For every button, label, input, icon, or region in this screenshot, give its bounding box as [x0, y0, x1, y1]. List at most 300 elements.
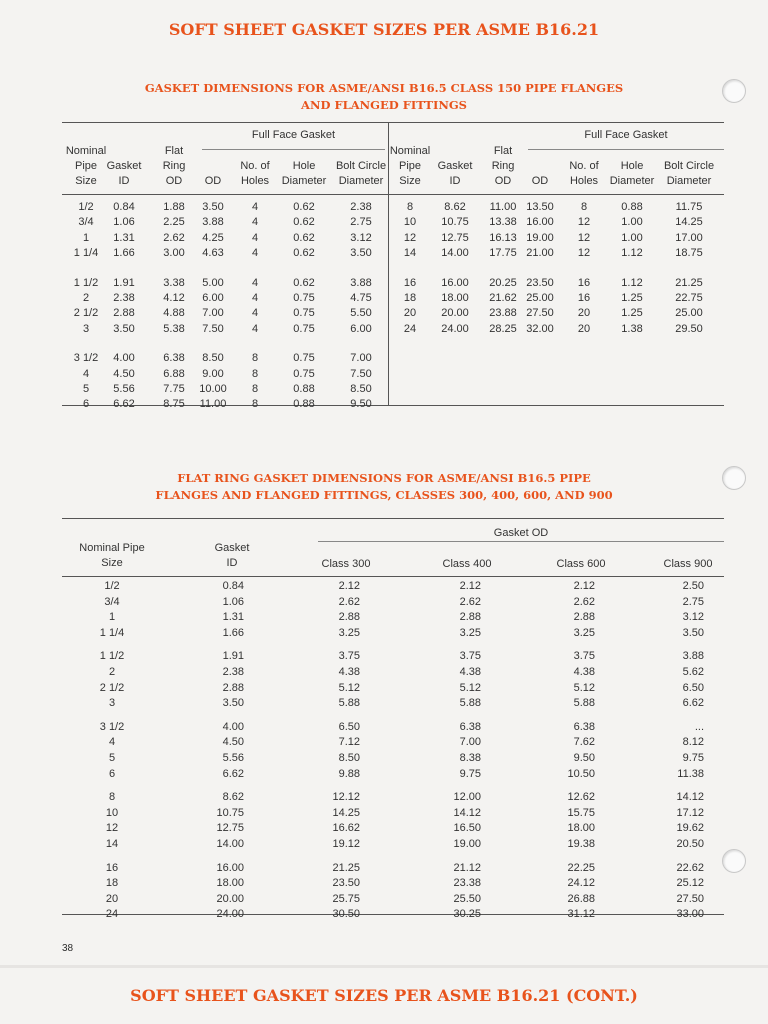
table-cell: 10.00 [199, 383, 227, 395]
table-cell: 4 [251, 216, 259, 229]
table-cell: 23.50 [332, 877, 360, 890]
table-cell: 21.62 [489, 292, 517, 304]
table-cell: 20 [403, 307, 417, 320]
hole-diameter-header: Hole Diameter [609, 160, 655, 187]
table-cell: 5.88 [338, 697, 360, 710]
table-cell: 3.50 [350, 247, 372, 260]
table-cell: 3.50 [202, 201, 224, 213]
table-cell: 1.25 [621, 307, 643, 320]
table-cell: 7.50 [202, 322, 224, 335]
table-cell: 25.75 [332, 892, 360, 905]
table-cell: 4 [251, 276, 259, 289]
table-cell: 21.12 [453, 861, 481, 874]
table-cell: 2.12 [459, 580, 481, 592]
table-cell: 14.12 [676, 791, 704, 804]
table-cell: 0.62 [293, 247, 315, 260]
table-cell: 4.25 [202, 231, 224, 244]
table-cell: 4.12 [163, 292, 185, 304]
table-cell: 8 [406, 201, 414, 213]
table-cell: 8.38 [459, 752, 481, 764]
table-cell: 1.12 [621, 276, 643, 289]
table-cell: 25.50 [453, 892, 481, 905]
table-cell: 2.88 [222, 681, 244, 694]
table-cell: 11.00 [489, 201, 517, 213]
table-cell: 0.84 [113, 201, 135, 213]
table-cell: 8.50 [338, 752, 360, 764]
table-cell: 6.38 [573, 720, 595, 733]
table-cell: 2.88 [459, 611, 481, 624]
binder-hole [722, 849, 746, 873]
table-cell: 0.88 [621, 201, 643, 213]
table-cell: 2.50 [682, 580, 704, 592]
table-cell: 2.75 [350, 216, 372, 229]
table-cell: 6.50 [682, 681, 704, 694]
table-rule-header [62, 194, 724, 195]
table-cell: 4.63 [202, 247, 224, 260]
table-cell: 2.12 [573, 580, 595, 592]
table-cell: 12 [577, 216, 591, 229]
table-cell: 1/2 [104, 580, 120, 592]
table-cell: 3.75 [459, 650, 481, 663]
table-cell: 16.50 [453, 822, 481, 835]
table-cell: 1.91 [113, 276, 135, 289]
class-900-header: Class 900 [663, 558, 713, 570]
table-cell: 2.12 [338, 580, 360, 592]
table-cell: 7.00 [459, 736, 481, 749]
od-header: OD [204, 175, 222, 187]
table-cell: 3.50 [222, 697, 244, 710]
od-header: OD [531, 175, 549, 187]
no-of-holes-header: No. of Holes [569, 160, 599, 187]
table-cell: 4 [251, 247, 259, 260]
table-cell: 2.62 [163, 231, 185, 244]
table-cell: 1 [108, 611, 116, 624]
table-cell: 3 1/2 [99, 720, 125, 733]
table-cell: 6.38 [459, 720, 481, 733]
table1-title-line1: GASKET DIMENSIONS FOR ASME/ANSI B16.5 CLASS 150 PIPE FLANGES [144, 81, 624, 95]
table-cell: 1 1/4 [73, 247, 99, 260]
table-cell: 0.62 [293, 201, 315, 213]
table-cell: 26.88 [567, 892, 595, 905]
gasket-od-header: Gasket OD [493, 527, 549, 539]
table-cell: 1 1/2 [99, 650, 125, 663]
table-cell: 20.00 [216, 892, 244, 905]
table-cell: 6 [108, 767, 116, 780]
table-cell: 5 [108, 752, 116, 764]
table-cell: 0.88 [293, 383, 315, 395]
table-cell: 8.62 [444, 201, 466, 213]
table-cell: 8.50 [350, 383, 372, 395]
table-cell: 16.00 [526, 216, 554, 229]
table-cell: 19.62 [676, 822, 704, 835]
table-cell: 23.88 [489, 307, 517, 320]
table-cell: 3.00 [163, 247, 185, 260]
table-cell: 6.62 [222, 767, 244, 780]
table-cell: 1.38 [621, 322, 643, 335]
table-cell: 14 [105, 838, 119, 850]
table-cell: 17.75 [489, 247, 517, 260]
table-cell: 12.62 [567, 791, 595, 804]
table-cell: 13.50 [526, 201, 554, 213]
table-cell: 4 [251, 201, 259, 213]
table-cell: 3.25 [459, 626, 481, 639]
class-300-header: Class 300 [321, 558, 371, 570]
bolt-circle-header: Bolt Circle Diameter [335, 160, 387, 187]
table-cell: 3/4 [104, 595, 120, 608]
table-cell: 6 [82, 398, 90, 411]
table-cell: 16.00 [216, 861, 244, 874]
table-cell: 1.06 [222, 595, 244, 608]
table-cell: 8.12 [682, 736, 704, 749]
table-cell: 12.75 [216, 822, 244, 835]
table-cell: 22.62 [676, 861, 704, 874]
table-cell: 0.75 [293, 352, 315, 365]
table-cell: 1 1/4 [99, 626, 125, 639]
table-cell: 33.00 [676, 908, 704, 921]
table-cell: 25.12 [676, 877, 704, 890]
table-cell: 0.62 [293, 276, 315, 289]
nominal-pipe-size-header: Nominal Pipe Size [65, 145, 107, 187]
table-cell: 7.12 [338, 736, 360, 749]
table-cell: 14.25 [332, 806, 360, 819]
table-cell: 27.50 [526, 307, 554, 320]
table-cell: 10 [105, 806, 119, 819]
table-cell: 30.50 [332, 908, 360, 921]
table-cell: 19.00 [453, 838, 481, 850]
gasket-id-header: Gasket ID [214, 542, 250, 569]
table-cell: 10.50 [567, 767, 595, 780]
table-cell: 10.75 [441, 216, 469, 229]
table-cell: 10 [403, 216, 417, 229]
table-cell: 24.00 [216, 908, 244, 921]
table-cell: 3.75 [338, 650, 360, 663]
table-cell: 3 [82, 322, 90, 335]
table-cell: 5.00 [202, 276, 224, 289]
table-cell: 6.00 [350, 322, 372, 335]
table-cell: 2.88 [573, 611, 595, 624]
table-cell: 18 [105, 877, 119, 890]
bolt-circle-header: Bolt Circle Diameter [663, 160, 715, 187]
table-cell: 0.84 [222, 580, 244, 592]
table-cell: 3.75 [573, 650, 595, 663]
table-cell: 2.62 [338, 595, 360, 608]
table-cell: 11.38 [677, 767, 704, 780]
table-cell: 21.25 [332, 861, 360, 874]
table-cell: 2.62 [573, 595, 595, 608]
table-cell: 15.75 [567, 806, 595, 819]
table-cell: 18.75 [675, 247, 703, 260]
table-cell: 13.38 [489, 216, 517, 229]
table-cell: 14.00 [216, 838, 244, 850]
table1-title [0, 80, 768, 114]
table-cell: 3.25 [338, 626, 360, 639]
table-cell: 8 [580, 201, 588, 213]
table-cell: 4.50 [222, 736, 244, 749]
table-cell: 28.25 [489, 322, 517, 335]
table-cell: 19.38 [567, 838, 595, 850]
class-400-header: Class 400 [442, 558, 492, 570]
table-cell: 1.00 [621, 216, 643, 229]
table-rule-bottom [62, 914, 724, 915]
table-cell: 2 1/2 [73, 307, 99, 320]
table-cell: 0.62 [293, 216, 315, 229]
table-cell: 14.25 [675, 216, 703, 229]
table-cell: 6.38 [163, 352, 185, 365]
table-rule-header [62, 576, 724, 577]
flat-ring-od-header: Flat Ring OD [491, 145, 515, 187]
table-cell: 25.00 [675, 307, 703, 320]
table-cell: 6.00 [202, 292, 224, 304]
table-cell: 23.38 [453, 877, 481, 890]
table-cell: 4 [251, 231, 259, 244]
table-cell: 11.00 [199, 398, 227, 411]
table-cell: 24 [105, 908, 119, 921]
table-cell: 2.88 [338, 611, 360, 624]
page-title: SOFT SHEET GASKET SIZES PER ASME B16.21 [168, 20, 600, 39]
table-cell: 5.12 [573, 681, 595, 694]
table-cell: 11.75 [675, 201, 703, 213]
table-cell: 1.00 [621, 231, 643, 244]
next-page-title: SOFT SHEET GASKET SIZES PER ASME B16.21 (CONT.) [130, 986, 638, 1005]
table-cell: 8 [251, 367, 259, 380]
table-cell: 0.75 [293, 292, 315, 304]
table-cell: 4 [108, 736, 116, 749]
table-cell: 3 1/2 [73, 352, 99, 365]
table-cell: 4.00 [113, 352, 135, 365]
table-cell: 6.62 [113, 398, 135, 411]
table-cell: 1.88 [163, 201, 185, 213]
table-cell: 3.88 [682, 650, 704, 663]
table-cell: 12 [105, 822, 119, 835]
table1-title-line2: AND FLANGED FITTINGS [301, 98, 467, 112]
table-cell: 8.62 [222, 791, 244, 804]
table-cell: 23.50 [526, 276, 554, 289]
table-cell: 5.56 [222, 752, 244, 764]
table-cell: 20.25 [489, 276, 517, 289]
table-cell: 22.25 [567, 861, 595, 874]
table-cell: 2.38 [113, 292, 135, 304]
flat-ring-od-header: Flat Ring OD [162, 145, 186, 187]
nominal-pipe-size-header: Nominal Pipe Size [389, 145, 431, 187]
table-cell: 6.50 [338, 720, 360, 733]
page-number: 38 [62, 943, 74, 954]
table-cell: 7.50 [350, 367, 372, 380]
table-cell: 4.50 [113, 367, 135, 380]
table-cell: 17.12 [676, 806, 704, 819]
table-cell: 4.00 [222, 720, 244, 733]
table-cell: 1/2 [78, 201, 94, 213]
table-cell: 2.38 [222, 666, 244, 678]
table-cell: 2.75 [682, 595, 704, 608]
table-cell: 2.88 [113, 307, 135, 320]
table-cell: 20.00 [441, 307, 469, 320]
table-cell: 3.12 [350, 231, 372, 244]
table-cell: 4.38 [338, 666, 360, 678]
table-cell: 24.00 [441, 322, 469, 335]
table-cell: 8 [251, 398, 259, 411]
table-cell: 18.00 [216, 877, 244, 890]
table-cell: 19.00 [526, 231, 554, 244]
table-cell: 14 [403, 247, 417, 260]
table-cell: 4.38 [459, 666, 481, 678]
table-cell: 6.62 [682, 697, 704, 710]
table-cell: 4.38 [573, 666, 595, 678]
table-cell: 24.12 [567, 877, 595, 890]
table-cell: 29.50 [675, 322, 703, 335]
table2-title-line1: FLAT RING GASKET DIMENSIONS FOR ASME/ANSI B16.5 PIPE [177, 471, 591, 485]
table-cell: 0.75 [293, 367, 315, 380]
table-cell: 5.88 [459, 697, 481, 710]
table-cell: 25.00 [526, 292, 554, 304]
table-cell: 3.88 [350, 276, 372, 289]
table-cell: 7.62 [573, 736, 595, 749]
full-face-header: Full Face Gasket [584, 129, 668, 141]
table-cell: 5 [82, 383, 90, 395]
table-cell: 18.00 [567, 822, 595, 835]
full-face-header: Full Face Gasket [251, 129, 336, 141]
table-cell: 14.12 [453, 806, 481, 819]
table-cell: 32.00 [526, 322, 554, 335]
table-cell: 5.62 [682, 666, 704, 678]
table-cell: 4 [251, 307, 259, 320]
table-cell: 20 [577, 322, 591, 335]
table-cell: 12.00 [453, 791, 481, 804]
table-cell: 1.25 [621, 292, 643, 304]
table-cell: 16 [577, 276, 591, 289]
table-cell: 5.12 [338, 681, 360, 694]
table-cell: 24 [403, 322, 417, 335]
table-cell: 1.91 [222, 650, 244, 663]
table-cell: 4 [251, 322, 259, 335]
table-cell: 4.88 [163, 307, 185, 320]
table-cell: 18.00 [441, 292, 469, 304]
table-cell: 12 [577, 247, 591, 260]
hole-diameter-header: Hole Diameter [281, 160, 327, 187]
table-cell: 20 [577, 307, 591, 320]
table-cell: 10.75 [216, 806, 244, 819]
table-rule-top [62, 518, 724, 519]
table-cell: ... [694, 720, 704, 733]
table-cell: 1 1/2 [73, 276, 99, 289]
table-cell: 1.66 [113, 247, 135, 260]
table-cell: 3/4 [78, 216, 94, 229]
table-cell: 0.75 [293, 307, 315, 320]
table-cell: 4.75 [350, 292, 372, 304]
table-cell: 19.12 [332, 838, 360, 850]
table-cell: 8.50 [202, 352, 224, 365]
table-cell: 8 [108, 791, 116, 804]
table-cell: 21.00 [526, 247, 554, 260]
table-cell: 8 [251, 383, 259, 395]
table-cell: 16.62 [332, 822, 360, 835]
table-cell: 8 [251, 352, 259, 365]
table-cell: 1.31 [222, 611, 244, 624]
table-cell: 21.25 [675, 276, 703, 289]
table-cell: 1.12 [621, 247, 643, 260]
table-cell: 2.62 [459, 595, 481, 608]
table-cell: 3.12 [682, 611, 704, 624]
table-cell: 2.25 [163, 216, 185, 229]
table-cell: 16 [577, 292, 591, 304]
table2-title [0, 470, 768, 504]
table-cell: 2 [82, 292, 90, 304]
table-cell: 18 [403, 292, 417, 304]
table-cell: 12.75 [441, 231, 469, 244]
table-cell: 12 [403, 231, 417, 244]
table-cell: 20 [105, 892, 119, 905]
table-cell: 9.50 [573, 752, 595, 764]
table2-title-line2: FLANGES AND FLANGED FITTINGS, CLASSES 300, 400, 600, AND 900 [155, 488, 613, 502]
table-cell: 1.06 [113, 216, 135, 229]
group-rule-left [202, 149, 385, 150]
table-cell: 9.50 [350, 398, 372, 411]
binder-hole [722, 79, 746, 103]
table-cell: 4 [82, 367, 90, 380]
table-cell: 9.75 [682, 752, 704, 764]
gasket-id-header: Gasket ID [437, 160, 473, 187]
table-cell: 3.50 [113, 322, 135, 335]
table-cell: 17.00 [675, 231, 703, 244]
table-cell: 16.13 [489, 231, 517, 244]
table-cell: 7.75 [163, 383, 185, 395]
table-cell: 5.50 [350, 307, 372, 320]
table-cell: 16 [105, 861, 119, 874]
table-cell: 5.88 [573, 697, 595, 710]
table-cell: 2 [108, 666, 116, 678]
table-rule-top [62, 122, 724, 123]
table-cell: 7.00 [350, 352, 372, 365]
table-cell: 7.00 [202, 307, 224, 320]
table-cell: 3.38 [163, 276, 185, 289]
table-cell: 0.88 [293, 398, 315, 411]
table-cell: 14.00 [441, 247, 469, 260]
table-cell: 22.75 [675, 292, 703, 304]
table-cell: 1 [82, 231, 90, 244]
table-cell: 0.75 [293, 322, 315, 335]
table-cell: 30.25 [453, 908, 481, 921]
table-cell: 2 1/2 [99, 681, 125, 694]
gasket-id-header: Gasket ID [106, 160, 142, 187]
table-cell: 9.75 [459, 767, 481, 780]
table-cell: 5.12 [459, 681, 481, 694]
class-600-header: Class 600 [556, 558, 606, 570]
table-cell: 0.62 [293, 231, 315, 244]
table-cell: 5.38 [163, 322, 185, 335]
table-cell: 12.12 [332, 791, 360, 804]
table-cell: 2.38 [350, 201, 372, 213]
table-cell: 20.50 [676, 838, 704, 850]
group-rule [318, 541, 724, 542]
table-cell: 16 [403, 276, 417, 289]
table-cell: 9.88 [338, 767, 360, 780]
table-cell: 9.00 [202, 367, 224, 380]
table-cell: 1.66 [222, 626, 244, 639]
table-cell: 16.00 [441, 276, 469, 289]
table-cell: 1.31 [113, 231, 135, 244]
table-cell: 12 [577, 231, 591, 244]
table-cell: 3.50 [682, 626, 704, 639]
table-cell: 27.50 [676, 892, 704, 905]
no-of-holes-header: No. of Holes [240, 160, 270, 187]
table-cell: 4 [251, 292, 259, 304]
nominal-pipe-size-header: Nominal Pipe Size [79, 542, 145, 569]
table-cell: 6.88 [163, 367, 185, 380]
table-cell: 5.56 [113, 383, 135, 395]
table-cell: 8.75 [163, 398, 185, 411]
table-cell: 3 [108, 697, 116, 710]
table-cell: 3.88 [202, 216, 224, 229]
group-rule-right [528, 149, 724, 150]
